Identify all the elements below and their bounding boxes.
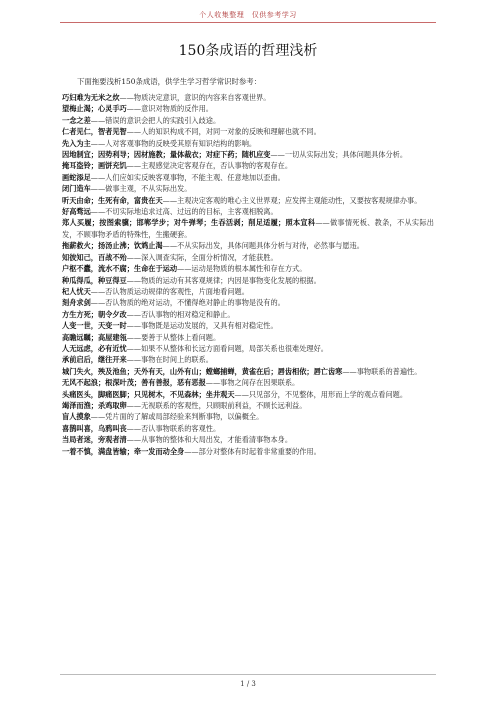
idiom-term: 一着不慎，满盘皆输；牵一发而动全身 bbox=[62, 446, 185, 456]
idiom-entry bbox=[62, 183, 434, 194]
idiom-explanation: ——无视联系的客观性，只顾眼前利益，不顾长远利益。 bbox=[126, 400, 307, 410]
idiom-entry bbox=[62, 366, 434, 377]
idiom-term: 杞人忧天 bbox=[62, 286, 91, 296]
idiom-term: 好高骛远 bbox=[62, 207, 91, 217]
idiom-explanation: ——否认事物的相对稳定和静止。 bbox=[126, 309, 235, 319]
idiom-term: 闭门造车 bbox=[62, 184, 91, 194]
idiom-term: 先入为主 bbox=[62, 138, 91, 148]
footer-divider bbox=[60, 674, 436, 675]
idiom-term: 郑人买履；按图索骥；邯郸学步；对牛弹琴；生吞活剥；削足适履；照本宣科 bbox=[62, 218, 316, 228]
idiom-explanation: ——人的知识构成不同，对同一对象的反映和理解也就不同。 bbox=[126, 127, 321, 137]
idiom-entry bbox=[62, 309, 434, 320]
idiom-explanation: ——只见部分，不见整体，用形而上学的观点看问题。 bbox=[234, 389, 408, 399]
idiom-entry bbox=[62, 400, 434, 411]
idiom-entry bbox=[62, 354, 434, 365]
idiom-term: 种瓜得瓜，种豆得豆 bbox=[62, 275, 127, 285]
idiom-entry bbox=[62, 297, 434, 308]
idiom-explanation: ——错误的意识会把人的实践引入歧途。 bbox=[90, 115, 221, 125]
idiom-entry bbox=[62, 434, 434, 445]
idiom-explanation: ——主观决定客观的唯心主义世界观；应发挥主观能动性，又要按客观规律办事。 bbox=[162, 195, 422, 205]
idiom-entry bbox=[62, 217, 434, 240]
idiom-term: 知彼知己，百战不殆 bbox=[62, 252, 127, 262]
idiom-entry bbox=[62, 263, 434, 274]
idiom-entry bbox=[62, 332, 434, 343]
idiom-entry bbox=[62, 115, 434, 126]
idiom-term: 因地制宜；因势利导；因材施教；量体裁衣；对症下药；随机应变 bbox=[62, 150, 271, 160]
idiom-term: 听天由命；生死有命，富贵在天 bbox=[62, 195, 163, 205]
idiom-entry bbox=[62, 149, 434, 160]
idiom-entry bbox=[62, 172, 434, 183]
idiom-explanation: ——事物在时间上的联系。 bbox=[126, 355, 213, 365]
page-number: 1 / 3 bbox=[240, 680, 256, 688]
idiom-entry bbox=[62, 240, 434, 251]
idiom-explanation: ——事物既是运动发展的，又具有相对稳定性。 bbox=[126, 321, 278, 331]
idiom-explanation: ——运动是物质的根本属性和存在方式。 bbox=[177, 264, 307, 274]
idiom-term: 城门失火，殃及池鱼；天外有天，山外有山；螳螂捕蝉，黄雀在后；唇齿相依；唇亡齿寒 bbox=[62, 366, 343, 376]
idiom-term: 竭泽而渔；杀鸡取卵 bbox=[62, 400, 127, 410]
idiom-explanation: ——部分对整体有时起着非常重要的作用。 bbox=[184, 446, 321, 456]
idiom-explanation: ——不从实际出发，具体问题具体分析与对待，必然事与愿违。 bbox=[162, 241, 364, 251]
idiom-explanation: ——否认事物联系的客观性。 bbox=[126, 423, 221, 433]
idiom-explanation: ——一切从实际出发；具体问题具体分析。 bbox=[270, 150, 408, 160]
idiom-term: 画蛇添足 bbox=[62, 172, 91, 182]
idiom-explanation: ——否认物质的绝对运动，不懂得绝对静止的事物是没有的。 bbox=[90, 298, 285, 308]
intro-paragraph: 下面拖要浅析150条成语，供学生学习哲学常识时参考： bbox=[77, 77, 262, 86]
idiom-entry bbox=[62, 446, 434, 457]
idiom-term: 头痛医头，脚痛医脚；只见树木，不见森林；坐井观天 bbox=[62, 389, 235, 399]
idiom-entry bbox=[62, 377, 434, 388]
idiom-entry bbox=[62, 286, 434, 297]
idiom-explanation: ——事物联系的普遍性。 bbox=[342, 366, 422, 376]
idiom-entry bbox=[62, 92, 434, 103]
idiom-explanation: ——做事主观，不从实际出发。 bbox=[90, 184, 192, 194]
idiom-entry bbox=[62, 423, 434, 434]
document-body bbox=[62, 76, 434, 457]
idiom-term: 一念之差 bbox=[62, 115, 91, 125]
idiom-term: 当局者迷，旁观者清 bbox=[62, 435, 127, 445]
idiom-term: 承前启后，继往开来 bbox=[62, 355, 127, 365]
idiom-explanation: ——意识对物质的反作用。 bbox=[126, 104, 213, 114]
idiom-explanation: ——做事情死板、教条，不从实际出发，不顾事物矛盾的特殊性，生搬硬套。 bbox=[62, 218, 434, 239]
idiom-entry bbox=[62, 320, 434, 331]
idiom-entry bbox=[62, 160, 434, 171]
idiom-entry bbox=[62, 138, 434, 149]
idiom-entry bbox=[62, 103, 434, 114]
idiom-explanation: ——主观感觉决定客观存在，否认事物的客观存在。 bbox=[126, 161, 293, 171]
idiom-explanation: ——人对客观事物的反映受其原有知识结构的影响。 bbox=[90, 138, 257, 148]
idiom-explanation: ——从事物的整体和大局出发，才能看清事物本身。 bbox=[126, 435, 293, 445]
idiom-entry bbox=[62, 343, 434, 354]
idiom-explanation: ——人们应如实反映客观事物，不能主观、任意地加以歪曲。 bbox=[90, 172, 285, 182]
idiom-term: 仁者见仁，智者见智 bbox=[62, 127, 127, 137]
idiom-term: 高瞻远瞩；高屋建瓴 bbox=[62, 332, 127, 342]
idiom-term: 户枢不蠹，流水不腐；生命在于运动 bbox=[62, 264, 178, 274]
idiom-entry bbox=[62, 252, 434, 263]
idiom-term: 人变一世，天变一时 bbox=[62, 321, 127, 331]
idiom-entry bbox=[62, 275, 434, 286]
idiom-explanation: ——否认物质运动规律的客观性，片面地看问题。 bbox=[90, 286, 249, 296]
idiom-entry bbox=[62, 206, 434, 217]
idiom-term: 巧妇难为无米之炊 bbox=[62, 93, 120, 102]
idiom-entry bbox=[62, 411, 434, 422]
idiom-explanation: ——深入调查实际，全面分析情况，才能获胜。 bbox=[126, 252, 278, 262]
idiom-explanation: ——凭片面的了解或局部经验来判断事物，以偏概全。 bbox=[90, 412, 264, 422]
idiom-term: 掩耳盗铃；画饼充饥 bbox=[62, 161, 127, 171]
page-header: 个人收集整理 仅供参考学习 bbox=[199, 11, 297, 19]
idiom-term: 拖薪救火；扬汤止沸；饮鸩止渴 bbox=[62, 241, 163, 251]
idiom-explanation: ——物质的运动有其客观规律；内因是事物变化发展的根据。 bbox=[126, 275, 321, 285]
idiom-term: 望梅止渴；心灵手巧 bbox=[62, 104, 127, 114]
idiom-term: 无风不起浪；根深叶茂；善有善报，恶有恶报 bbox=[62, 378, 206, 388]
idiom-entry bbox=[62, 126, 434, 137]
idiom-list bbox=[62, 92, 434, 457]
idiom-explanation: ——事物之间存在因果联系。 bbox=[205, 378, 300, 388]
idiom-entry bbox=[62, 195, 434, 206]
document-title: 150条成语的哲理浅析 bbox=[178, 43, 318, 59]
idiom-explanation: ——物质决定意识，意识的内容来自客观世界。 bbox=[119, 93, 271, 102]
header-divider bbox=[60, 22, 436, 23]
idiom-explanation: ——如果不从整体和长远方面看问题，局部关系也很难处理好。 bbox=[126, 343, 328, 353]
idiom-term: 人无远虑，必有近忧 bbox=[62, 343, 127, 353]
idiom-explanation: ——不切实际地追求过高、过远的的目标，主客观相脱离。 bbox=[90, 207, 278, 217]
idiom-explanation: ——要善于从整体上看问题。 bbox=[126, 332, 221, 342]
idiom-term: 喜鹊叫喜，乌鸦叫丧 bbox=[62, 423, 127, 433]
idiom-entry bbox=[62, 389, 434, 400]
idiom-term: 盲人摸象 bbox=[62, 412, 91, 422]
idiom-term: 方生方死；朝令夕改 bbox=[62, 309, 127, 319]
idiom-term: 刻舟求剑 bbox=[62, 298, 91, 308]
